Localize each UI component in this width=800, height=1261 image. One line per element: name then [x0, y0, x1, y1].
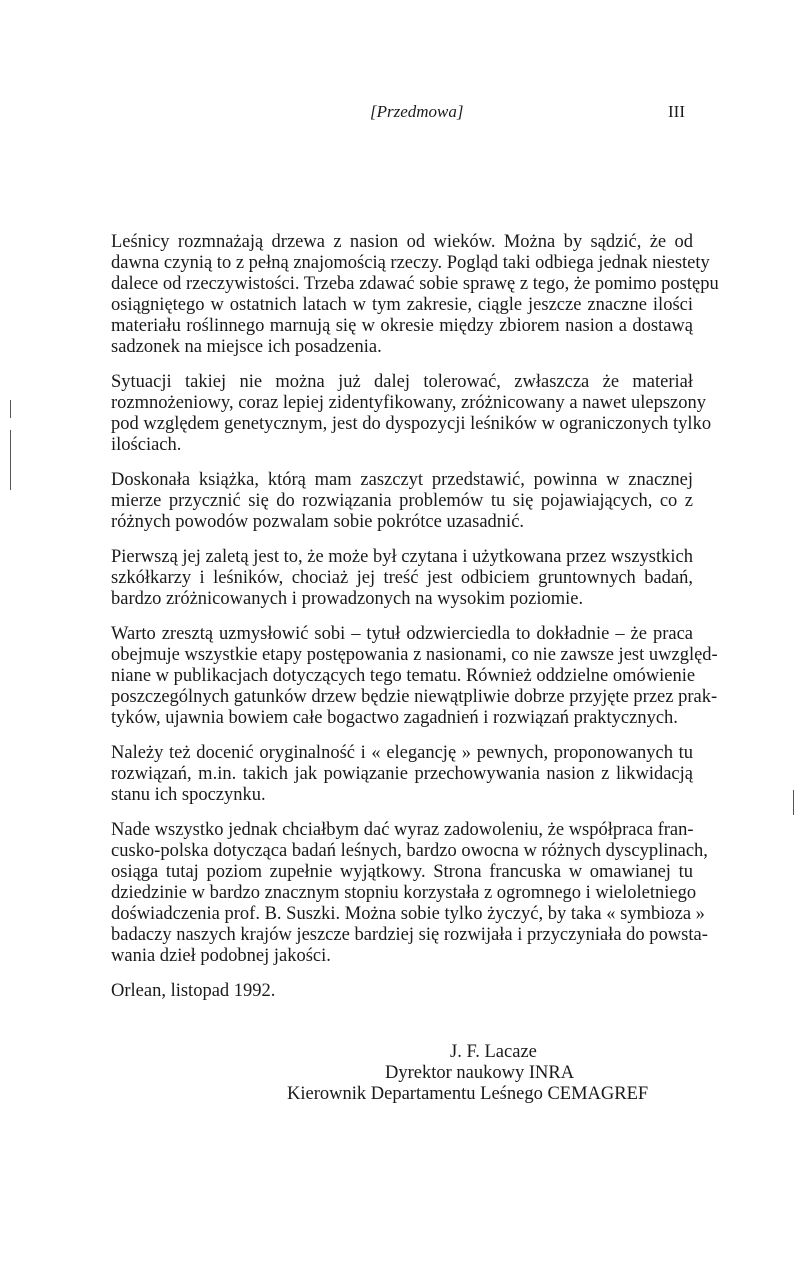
text-line: osiąga tutaj poziom zupełnie wyjątkowy. Strona francuska w omawianej tu: [111, 862, 693, 882]
signature-role-cemagref: Kierownik Departamentu Leśnego CEMAGREF: [287, 1084, 649, 1104]
paragraph: [111, 470, 693, 533]
text-line: Sytuacji takiej nie można już dalej tolerować, zwłaszcza że materiał: [111, 372, 693, 392]
text-line: mierze przycznić się do rozwiązania problemów tu się pojawiających, co z: [111, 491, 693, 511]
text-line: szkółkarzy i leśników, chociaż jej treść jest odbiciem gruntownych badań,: [111, 568, 693, 588]
text-line: dalece od rzeczywistości. Trzeba zdawać sobie sprawę z tego, że pomimo postępu: [111, 274, 719, 294]
paragraph: [111, 372, 712, 456]
text-line: Należy też docenić oryginalność i « elegancję » pewnych, proponowanych tu: [111, 743, 693, 763]
text-line: stanu ich spoczynku.: [111, 785, 266, 805]
text-line: doświadczenia prof. B. Suszki. Można sobie tylko życzyć, by taka « symbioza »: [111, 904, 705, 924]
page-number: III: [668, 102, 685, 121]
text-line: ilościach.: [111, 435, 182, 455]
text-line: Warto zresztą uzmysłowić sobi – tytuł odzwierciedla to dokładnie – że praca: [111, 624, 693, 644]
signature-name: J. F. Lacaze: [450, 1042, 537, 1062]
scan-artifact: [10, 400, 11, 418]
text-line: poszczególnych gatunków drzew będzie niewątpliwie dobrze przyjęte przez prak-: [111, 687, 718, 707]
paragraph: [111, 981, 693, 1002]
signature-role-inra: Dyrektor naukowy INRA: [385, 1063, 575, 1083]
document-body: [111, 232, 719, 1016]
text-line: bardzo zróżnicowanych i prowadzonych na wysokim poziomie.: [111, 589, 584, 609]
text-line: tyków, ujawnia bowiem całe bogactwo zagadnień i rozwiązań praktycznych.: [111, 708, 678, 728]
text-line: dziedzinie w bardzo znacznym stopniu korzystała z ogromnego i wieloletniego: [111, 883, 697, 903]
scan-artifact: [10, 430, 11, 490]
text-line: rozmnożeniowy, coraz lepiej zidentyfikowany, zróżnicowany a nawet ulepszony: [111, 393, 707, 413]
paragraph: [111, 743, 693, 806]
text-line: Doskonała książka, którą mam zaszczyt przedstawić, powinna w znacznej: [111, 470, 693, 490]
text-line: dawna czynią to z pełną znajomością rzeczy. Pogląd taki odbiega jednak niestety: [111, 253, 710, 273]
text-line: pod względem genetycznym, jest do dyspozycji leśników w ograniczonych tylko: [111, 414, 712, 434]
paragraph: [111, 547, 693, 610]
running-header-title: [Przedmowa]: [370, 102, 464, 121]
text-line: badaczy naszych krajów jeszcze bardziej się rozwijała i przyczyniała do powsta-: [111, 925, 708, 945]
text-line: osiągniętego w ostatnich latach w tym zakresie, ciągle jeszcze znaczne ilości: [111, 295, 693, 315]
text-line: rozwiązań, m.in. takich jak powiązanie przechowywania nasion z likwidacją: [111, 764, 693, 784]
paragraph: [111, 820, 708, 967]
text-line: Orlean, listopad 1992.: [111, 981, 276, 1001]
paragraph: [111, 232, 719, 358]
paragraph: [111, 624, 718, 729]
text-line: różnych powodów pozwalam sobie pokrótce uzasadnić.: [111, 512, 525, 532]
text-line: obejmuje wszystkie etapy postępowania z nasionami, co nie zawsze jest uwzględ-: [111, 645, 718, 665]
text-line: wania dzieł podobnej jakości.: [111, 946, 331, 966]
text-line: sadzonek na miejsce ich posadzenia.: [111, 337, 382, 357]
text-line: cusko-polska dotycząca badań leśnych, bardzo owocna w różnych dyscyplinach,: [111, 841, 708, 861]
text-line: Pierwszą jej zaletą jest to, że może był czytana i użytkowana przez wszystkich: [111, 547, 693, 567]
scan-artifact: [793, 790, 794, 815]
text-line: Nade wszystko jednak chciałbym dać wyraz zadowoleniu, że współpraca fran-: [111, 820, 694, 840]
text-line: materiału roślinnego marnują się w okresie między zbiorem nasion a dostawą: [111, 316, 693, 336]
text-line: niane w publikacjach dotyczących tego tematu. Również oddzielne omówienie: [111, 666, 696, 686]
text-line: Leśnicy rozmnażają drzewa z nasion od wieków. Można by sądzić, że od: [111, 232, 693, 252]
